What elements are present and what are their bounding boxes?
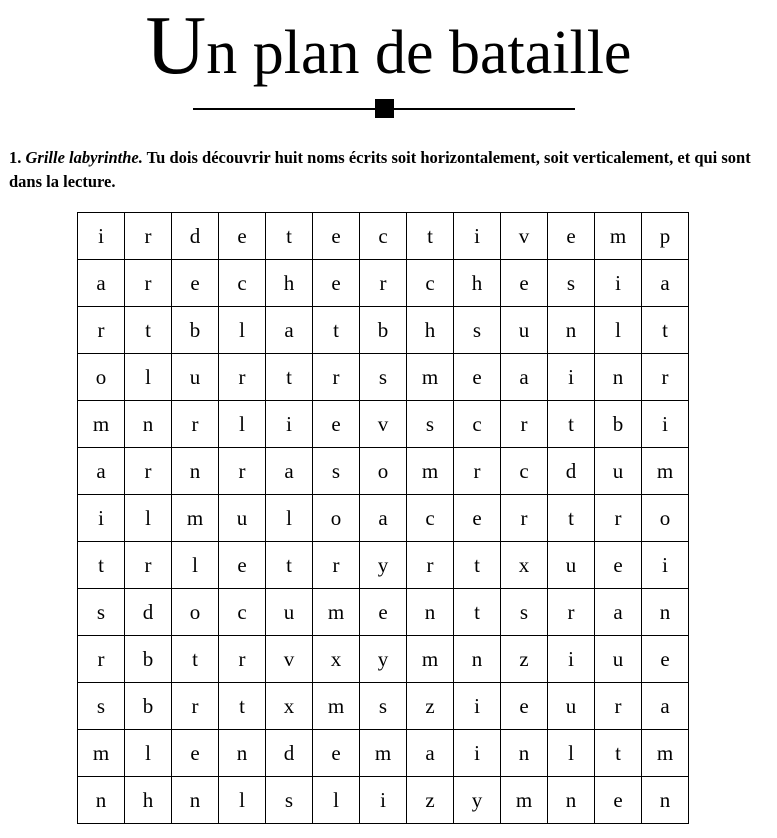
grid-cell[interactable]: r [595,495,642,542]
grid-cell[interactable]: n [595,354,642,401]
grid-cell[interactable]: r [454,448,501,495]
grid-cell[interactable]: e [219,213,266,260]
grid-cell[interactable]: a [501,354,548,401]
grid-cell[interactable]: t [548,401,595,448]
grid-cell[interactable]: y [360,636,407,683]
grid-cell[interactable]: l [219,401,266,448]
grid-cell[interactable]: x [313,636,360,683]
grid-cell[interactable]: t [548,495,595,542]
exercise-name: Grille labyrinthe. [25,148,143,167]
grid-cell[interactable]: d [172,213,219,260]
grid-cell[interactable]: u [595,448,642,495]
grid-cell[interactable]: r [78,307,125,354]
grid-cell[interactable]: u [219,495,266,542]
grid-cell[interactable]: s [266,777,313,824]
grid-cell[interactable]: r [642,354,689,401]
grid-cell[interactable]: u [266,589,313,636]
grid-cell[interactable]: t [172,636,219,683]
grid-cell[interactable]: t [266,542,313,589]
grid-cell[interactable]: l [172,542,219,589]
grid-cell[interactable]: d [125,589,172,636]
exercise-number: 1. [9,148,22,167]
grid-cell[interactable]: s [360,354,407,401]
grid-cell[interactable]: e [172,730,219,777]
grid-cell[interactable]: r [407,542,454,589]
grid-cell[interactable]: b [125,683,172,730]
grid-cell[interactable]: s [501,589,548,636]
grid-cell[interactable]: x [501,542,548,589]
grid-cell[interactable]: n [219,730,266,777]
grid-cell[interactable]: b [595,401,642,448]
grid-cell[interactable]: r [360,260,407,307]
grid-cell[interactable]: r [219,448,266,495]
grid-cell[interactable]: i [548,636,595,683]
grid-cell[interactable]: t [595,730,642,777]
grid-cell[interactable]: r [125,213,172,260]
grid-cell[interactable]: b [172,307,219,354]
grid-cell[interactable]: e [595,777,642,824]
grid-cell[interactable]: a [360,495,407,542]
grid-cell[interactable]: s [78,683,125,730]
grid-cell[interactable]: p [642,213,689,260]
page-title [0,0,777,93]
grid-cell[interactable]: t [642,307,689,354]
grid-cell[interactable]: o [172,589,219,636]
grid-cell[interactable]: n [642,589,689,636]
grid-cell[interactable]: b [360,307,407,354]
grid-cell[interactable]: n [125,401,172,448]
grid-cell[interactable]: i [454,213,501,260]
grid-cell[interactable]: u [172,354,219,401]
grid-cell[interactable]: e [501,683,548,730]
grid-cell[interactable]: a [407,730,454,777]
grid-cell[interactable]: s [548,260,595,307]
grid-cell[interactable]: c [407,495,454,542]
title-rest: n plan de bataille [206,19,632,87]
grid-cell[interactable]: u [548,683,595,730]
grid-cell[interactable]: n [78,777,125,824]
grid-cell[interactable]: d [548,448,595,495]
grid-row [78,307,689,354]
grid-cell[interactable]: m [595,213,642,260]
grid-cell[interactable]: r [78,636,125,683]
grid-cell[interactable]: l [219,307,266,354]
grid-cell[interactable]: t [454,589,501,636]
grid-cell[interactable]: r [219,636,266,683]
grid-cell[interactable]: e [595,542,642,589]
grid-row [78,401,689,448]
grid-cell[interactable]: e [360,589,407,636]
grid-cell[interactable]: r [313,354,360,401]
grid-row [78,636,689,683]
grid-cell[interactable]: t [266,354,313,401]
grid-cell[interactable]: e [313,401,360,448]
grid-cell[interactable]: e [313,260,360,307]
grid-cell[interactable]: i [266,401,313,448]
grid-cell[interactable]: s [407,401,454,448]
grid-cell[interactable]: i [78,213,125,260]
grid-cell[interactable]: n [501,730,548,777]
grid-cell[interactable]: m [313,683,360,730]
grid-row [78,683,689,730]
grid-cell[interactable]: m [360,730,407,777]
grid-cell[interactable]: i [642,542,689,589]
title-initial: U [145,0,207,92]
grid-cell[interactable]: t [219,683,266,730]
grid-cell[interactable]: a [595,589,642,636]
grid-cell[interactable]: c [454,401,501,448]
grid-cell[interactable]: z [407,683,454,730]
exercise-instruction [9,146,765,194]
exercise-text: Tu dois découvrir huit noms écrits soit horizontalement, soit verticalement, et qui sont dans la lecture. [9,148,751,191]
grid-row [78,213,689,260]
word-search-grid [77,212,689,824]
grid-cell[interactable]: z [407,777,454,824]
grid-cell[interactable]: n [642,777,689,824]
grid-cell[interactable]: l [595,307,642,354]
grid-cell[interactable]: y [360,542,407,589]
grid-cell[interactable]: v [266,636,313,683]
grid-cell[interactable]: i [454,683,501,730]
grid-row [78,354,689,401]
grid-cell[interactable]: i [454,730,501,777]
grid-cell[interactable]: o [360,448,407,495]
grid-cell[interactable]: u [548,542,595,589]
grid-cell[interactable]: e [219,542,266,589]
grid-cell[interactable]: s [454,307,501,354]
grid-cell[interactable]: a [78,260,125,307]
grid-cell[interactable]: s [78,589,125,636]
grid-cell[interactable]: r [172,401,219,448]
grid-cell[interactable]: h [266,260,313,307]
grid-cell[interactable]: n [548,307,595,354]
grid-cell[interactable]: r [501,401,548,448]
grid-cell[interactable]: t [313,307,360,354]
grid-cell[interactable]: u [501,307,548,354]
grid-cell[interactable]: m [313,589,360,636]
grid-cell[interactable]: e [313,730,360,777]
grid-cell[interactable]: e [642,636,689,683]
grid-cell[interactable]: h [125,777,172,824]
grid-cell[interactable]: m [407,636,454,683]
grid-cell[interactable]: r [125,542,172,589]
grid-cell[interactable]: l [219,777,266,824]
grid-cell[interactable]: r [595,683,642,730]
grid-cell[interactable]: t [266,213,313,260]
grid-cell[interactable]: n [548,777,595,824]
grid-row [78,730,689,777]
grid-cell[interactable]: v [501,213,548,260]
grid-cell[interactable]: l [548,730,595,777]
grid-cell[interactable]: c [219,589,266,636]
grid-cell[interactable]: b [125,636,172,683]
grid-row [78,448,689,495]
grid-cell[interactable]: o [313,495,360,542]
grid-cell[interactable]: n [454,636,501,683]
grid-cell[interactable]: m [642,730,689,777]
grid-cell[interactable]: n [172,448,219,495]
grid-cell[interactable]: l [266,495,313,542]
grid-cell[interactable]: a [642,260,689,307]
grid-cell[interactable]: t [78,542,125,589]
grid-cell[interactable]: o [642,495,689,542]
divider-ornament [375,99,394,118]
grid-cell[interactable]: t [407,213,454,260]
grid-cell[interactable]: s [360,683,407,730]
grid-cell[interactable]: i [548,354,595,401]
grid-cell[interactable]: n [172,777,219,824]
grid-cell[interactable]: e [313,213,360,260]
grid-cell[interactable]: m [78,730,125,777]
grid-row [78,589,689,636]
grid-cell[interactable]: m [407,354,454,401]
grid-cell[interactable]: m [642,448,689,495]
grid-cell[interactable]: a [642,683,689,730]
grid-cell[interactable]: a [266,307,313,354]
grid-row [78,777,689,824]
grid-cell[interactable]: e [548,213,595,260]
grid-cell[interactable]: h [407,307,454,354]
grid-cell[interactable]: l [313,777,360,824]
grid-cell[interactable]: e [454,354,501,401]
grid-cell[interactable]: r [125,448,172,495]
grid-cell[interactable]: h [454,260,501,307]
grid-cell[interactable]: l [125,354,172,401]
grid-cell[interactable]: i [78,495,125,542]
grid-row [78,542,689,589]
grid-cell[interactable]: e [172,260,219,307]
grid-cell[interactable]: u [595,636,642,683]
grid-cell[interactable]: d [266,730,313,777]
grid-cell[interactable]: e [501,260,548,307]
grid-cell[interactable]: a [266,448,313,495]
grid-cell[interactable]: t [125,307,172,354]
grid-cell[interactable]: r [172,683,219,730]
grid-cell[interactable]: i [595,260,642,307]
grid-cell[interactable]: o [78,354,125,401]
grid-cell[interactable]: e [454,495,501,542]
grid-cell[interactable]: m [78,401,125,448]
grid-cell[interactable]: s [313,448,360,495]
grid-cell[interactable]: t [454,542,501,589]
grid-cell[interactable]: r [219,354,266,401]
grid-cell[interactable]: l [125,730,172,777]
grid-cell[interactable]: c [407,260,454,307]
grid-cell[interactable]: c [501,448,548,495]
grid-cell[interactable]: m [407,448,454,495]
grid-cell[interactable]: y [454,777,501,824]
grid-cell[interactable]: l [125,495,172,542]
grid-cell[interactable]: i [360,777,407,824]
grid-row [78,495,689,542]
grid-cell[interactable]: v [360,401,407,448]
grid-cell[interactable]: x [266,683,313,730]
grid-cell[interactable]: m [172,495,219,542]
grid-cell[interactable]: c [360,213,407,260]
grid-cell[interactable]: i [642,401,689,448]
grid-cell[interactable]: r [501,495,548,542]
grid-cell[interactable]: r [548,589,595,636]
grid-cell[interactable]: r [313,542,360,589]
grid-cell[interactable]: m [501,777,548,824]
grid-cell[interactable]: n [407,589,454,636]
grid-cell[interactable]: a [78,448,125,495]
grid-row [78,260,689,307]
grid-cell[interactable]: c [219,260,266,307]
grid-cell[interactable]: z [501,636,548,683]
grid-cell[interactable]: r [125,260,172,307]
